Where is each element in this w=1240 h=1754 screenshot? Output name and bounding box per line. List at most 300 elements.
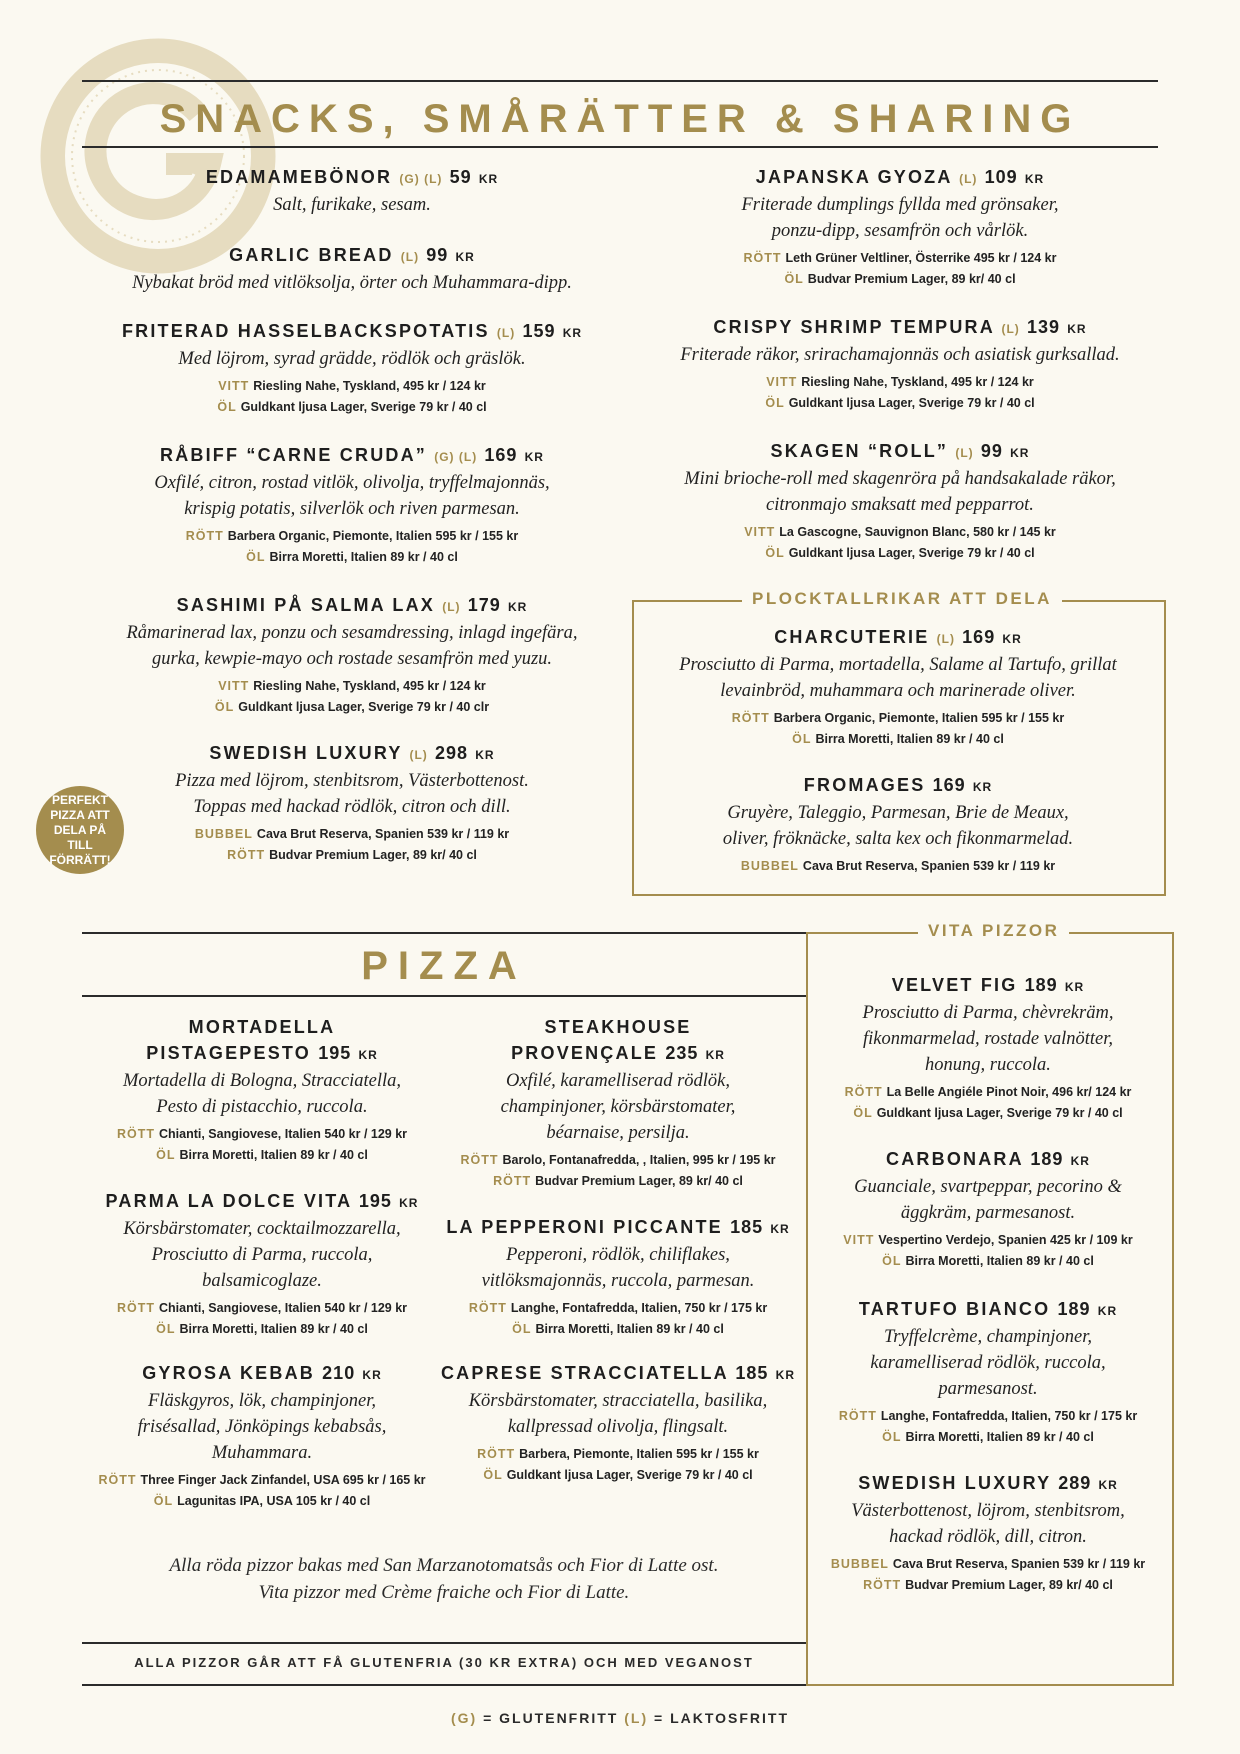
item-description: Oxfilé, citron, rostad vitlök, olivolja, tryffelmajonnäs, xyxy=(154,473,550,493)
item-description: parmesanost. xyxy=(938,1379,1038,1399)
pairing-text: Three Finger Jack Zinfandel, USA 695 kr / 165 kr xyxy=(140,1473,426,1487)
pairings xyxy=(640,708,1156,750)
gluten-note: ALLA PIZZOR GÅR ATT FÅ GLUTENFRIA (30 KR EXTRA) OCH MED VEGANOST xyxy=(134,1655,754,1670)
item-price: 298 xyxy=(434,743,469,763)
pairing-type: ÖL xyxy=(882,1430,902,1444)
pairing-type: BUBBEL xyxy=(740,859,799,873)
item-price: 99 xyxy=(980,441,1003,461)
diet-tags: (L) xyxy=(496,326,516,340)
item-name-row xyxy=(82,1014,442,1040)
pairing-text: Budvar Premium Lager, 89 kr/ 40 cl xyxy=(269,848,477,862)
diet-tags: (L) xyxy=(409,748,428,762)
price-currency: KR xyxy=(1070,1154,1090,1168)
item-description: Gruyère, Taleggio, Parmesan, Brie de Meaux, xyxy=(727,803,1069,823)
pairing-type: ÖL xyxy=(853,1106,873,1120)
pairing-type: ÖL xyxy=(217,400,237,414)
item-description: honung, ruccola. xyxy=(925,1055,1051,1075)
pairing-row xyxy=(812,1427,1164,1448)
pairing-text: Lagunitas IPA, USA 105 kr / 40 cl xyxy=(177,1494,371,1508)
item-name-row xyxy=(640,624,1156,652)
item-price: 189 xyxy=(1057,1299,1091,1319)
pizza-note: Alla röda pizzor bakas med San Marzanotomatsås och Fior di Latte ost. Vita pizzor med Crème fraiche och Fior di Latte. xyxy=(169,1555,719,1603)
item-description: Körsbärstomater, stracciatella, basilika, xyxy=(468,1391,768,1411)
menu-item xyxy=(82,592,622,718)
pairings xyxy=(812,1406,1164,1448)
pairings xyxy=(640,522,1160,564)
item-description: Västerbottenost, löjrom, stenbitsrom, xyxy=(851,1501,1125,1521)
item-name-row xyxy=(82,1360,442,1388)
snacks-bottom-rule xyxy=(82,146,1158,148)
menu-item xyxy=(640,624,1156,750)
item-description: Friterade dumplings fyllda med grönsaker, xyxy=(741,195,1059,215)
pairing-row xyxy=(82,526,622,547)
pairing-text: Guldkant ljusa Lager, Sverige 79 kr / 40 cl xyxy=(506,1468,753,1482)
item-name-row xyxy=(438,1214,798,1242)
pairing-type: ÖL xyxy=(214,700,235,714)
item-description: Råmarinerad lax, ponzu och sesamdressing, inlagd ingefära, xyxy=(126,623,578,643)
pairing-type: RÖTT xyxy=(227,848,266,862)
diet-tags: (L) xyxy=(936,632,955,646)
menu-item xyxy=(640,438,1160,564)
pairing-row xyxy=(640,729,1156,750)
pairing-row xyxy=(82,1298,442,1319)
pairings xyxy=(640,372,1160,414)
pairing-type: RÖTT xyxy=(116,1301,155,1315)
legend-l-text: = LAKTOSFRITT xyxy=(654,1710,790,1726)
price-currency: KR xyxy=(562,326,583,340)
pairing-row xyxy=(640,393,1160,414)
item-name-row xyxy=(640,772,1156,800)
pairing-type: RÖTT xyxy=(477,1447,516,1461)
pairing-text: Barbera, Piemonte, Italien 595 kr / 155 kr xyxy=(519,1447,759,1461)
item-price: 59 xyxy=(449,167,472,187)
menu-item xyxy=(82,442,622,568)
item-name-row xyxy=(82,442,622,470)
price-currency: KR xyxy=(1097,1304,1118,1318)
pairing-type: ÖL xyxy=(765,396,785,410)
item-price: 109 xyxy=(984,167,1018,187)
item-price: 169 xyxy=(932,775,966,795)
pairing-type: RÖTT xyxy=(460,1153,499,1167)
pairings xyxy=(438,1150,798,1192)
item-name: GYROSA KEBAB xyxy=(142,1363,315,1383)
menu-item xyxy=(82,164,622,218)
menu-item xyxy=(812,1296,1164,1448)
menu-item xyxy=(812,1470,1164,1596)
menu-item xyxy=(82,242,622,296)
pairings xyxy=(82,676,622,718)
price-currency: KR xyxy=(478,172,499,186)
pairing-row xyxy=(640,372,1160,393)
pizza-title: PIZZA xyxy=(361,944,527,988)
item-description: Nybakat bröd med vitlöksolja, örter och Muhammara-dipp. xyxy=(132,273,572,293)
pairing-type: ÖL xyxy=(483,1468,503,1482)
item-name: CAPRESE STRACCIATELLA xyxy=(440,1363,729,1383)
menu-item xyxy=(82,1014,442,1166)
pairing-text: Birra Moretti, Italien 89 kr / 40 cl xyxy=(179,1148,368,1162)
pairing-row xyxy=(82,1124,442,1145)
menu-item xyxy=(82,318,622,418)
allergen-legend xyxy=(0,1710,1240,1726)
pairing-type: VITT xyxy=(843,1233,875,1247)
menu-item xyxy=(640,772,1156,877)
vita-title: VITA PIZZOR xyxy=(918,921,1069,941)
pairing-text: Leth Grüner Veltliner, Österrike 495 kr / 124 kr xyxy=(785,251,1057,265)
item-name-row xyxy=(640,438,1160,466)
pairing-text: Riesling Nahe, Tyskland, 495 kr / 124 kr xyxy=(253,679,486,693)
pairing-text: Budvar Premium Lager, 89 kr/ 40 cl xyxy=(905,1578,1113,1592)
item-description: Prosciutto di Parma, chèvrekräm, xyxy=(862,1003,1114,1023)
pairing-text: Cava Brut Reserva, Spanien 539 kr / 119 kr xyxy=(256,827,510,841)
price-currency: KR xyxy=(1067,322,1087,336)
pairing-type: ÖL xyxy=(156,1322,176,1336)
pairing-text: Cava Brut Reserva, Spanien 539 kr / 119 kr xyxy=(892,1557,1146,1571)
pairing-text: Guldkant ljusa Lager, Sverige 79 kr / 40 clr xyxy=(238,700,490,714)
diet-tags: (L) xyxy=(442,600,461,614)
item-price: 189 xyxy=(1030,1149,1064,1169)
pairing-text: Guldkant ljusa Lager, Sverige 79 kr / 40 cl xyxy=(788,546,1035,560)
item-name: PROVENÇALE xyxy=(511,1043,659,1063)
item-description: frisésallad, Jönköpings kebabsås, xyxy=(137,1417,387,1437)
item-name-row xyxy=(82,592,622,620)
menu-item xyxy=(812,1146,1164,1272)
pairing-text: Birra Moretti, Italien 89 kr / 40 cl xyxy=(535,1322,724,1336)
pairing-row xyxy=(640,543,1160,564)
price-currency: KR xyxy=(475,748,495,762)
pairing-text: Guldkant ljusa Lager, Sverige 79 kr / 40 cl xyxy=(876,1106,1123,1120)
pizza-bottom-rule xyxy=(82,995,806,997)
pairing-type: BUBBEL xyxy=(194,827,253,841)
pairing-row xyxy=(438,1319,798,1340)
item-name: CRISPY SHRIMP TEMPURA xyxy=(713,317,995,337)
pairing-text: Birra Moretti, Italien 89 kr / 40 cl xyxy=(269,550,458,564)
price-currency: KR xyxy=(1064,980,1085,994)
item-description: Pesto di pistacchio, ruccola. xyxy=(156,1097,368,1117)
pairing-type: ÖL xyxy=(784,272,804,286)
diet-tags: (L) xyxy=(1001,322,1020,336)
price-currency: KR xyxy=(972,780,993,794)
perfect-pizza-badge: PERFEKT PIZZA ATT DELA PÅ TILL FÖRRÄTT! xyxy=(36,786,124,874)
pairing-type: ÖL xyxy=(765,546,785,560)
item-description: champinjoner, körsbärstomater, xyxy=(500,1097,736,1117)
pairing-text: Guldkant ljusa Lager, Sverige 79 kr / 40 cl xyxy=(788,396,1035,410)
item-price: 195 xyxy=(358,1191,392,1211)
pairing-row xyxy=(438,1298,798,1319)
item-description: Guanciale, svartpeppar, pecorino & xyxy=(854,1177,1122,1197)
item-name-row xyxy=(82,242,622,270)
pairing-text: Barbera Organic, Piemonte, Italien 595 kr / 155 kr xyxy=(773,711,1065,725)
item-name-row xyxy=(812,1296,1164,1324)
item-name-row xyxy=(812,1146,1164,1174)
pairing-text: Langhe, Fontafredda, Italien, 750 kr / 175 kr xyxy=(510,1301,768,1315)
item-name: JAPANSKA GYOZA xyxy=(755,167,952,187)
pairing-type: ÖL xyxy=(153,1494,174,1508)
item-description: Pizza med löjrom, stenbitsrom, Västerbottenost. xyxy=(175,771,529,791)
gluten-note-bottom-rule xyxy=(82,1684,806,1686)
item-name-row xyxy=(438,1014,798,1040)
price-currency: KR xyxy=(1098,1478,1118,1492)
item-price: 185 xyxy=(735,1363,769,1383)
item-name: GARLIC BREAD xyxy=(229,245,394,265)
item-name: VELVET FIG xyxy=(891,975,1018,995)
guldkant-logo-watermark xyxy=(38,36,278,276)
snacks-top-rule xyxy=(82,80,1158,82)
item-name: SKAGEN “ROLL” xyxy=(770,441,949,461)
item-price: 195 xyxy=(318,1043,352,1063)
item-description: Tryffelcrème, champinjoner, xyxy=(883,1327,1093,1347)
item-name: RÅBIFF “CARNE CRUDA” xyxy=(160,445,427,465)
item-name: SWEDISH LUXURY xyxy=(209,743,403,763)
item-description: Prosciutto di Parma, mortadella, Salame al Tartufo, grillat xyxy=(679,655,1117,675)
pairing-type: RÖTT xyxy=(838,1409,877,1423)
pairing-type: VITT xyxy=(218,379,250,393)
item-description: Körsbärstomater, cocktailmozzarella, xyxy=(123,1219,401,1239)
pairing-text: Budvar Premium Lager, 89 kr/ 40 cl xyxy=(807,272,1016,286)
pairing-type: ÖL xyxy=(792,732,812,746)
item-description: balsamicoglaze. xyxy=(202,1271,322,1291)
pairing-text: Riesling Nahe, Tyskland, 495 kr / 124 kr xyxy=(253,379,486,393)
item-name-row xyxy=(82,1188,442,1216)
pairing-text: Birra Moretti, Italien 89 kr / 40 cl xyxy=(905,1430,1094,1444)
item-name-row xyxy=(82,1040,442,1068)
pairing-type: RÖTT xyxy=(743,251,782,265)
item-description: ponzu-dipp, sesamfrön och vårlök. xyxy=(771,221,1029,241)
item-name-row xyxy=(82,164,622,192)
item-price: 189 xyxy=(1024,975,1058,995)
item-name-row xyxy=(82,318,622,346)
item-price: 179 xyxy=(467,595,501,615)
item-price: 159 xyxy=(522,321,556,341)
menu-item xyxy=(82,740,622,866)
item-description: béarnaise, persilja. xyxy=(546,1123,690,1143)
pairing-row xyxy=(82,845,622,866)
pairings xyxy=(82,376,622,418)
pairing-type: VITT xyxy=(744,525,776,539)
pairing-row xyxy=(812,1230,1164,1251)
item-description: Friterade räkor, srirachamajonnäs och asiatisk gurksallad. xyxy=(680,345,1120,365)
item-description: Mini brioche-roll med skagenröra på handsakalade räkor, xyxy=(684,469,1116,489)
price-currency: KR xyxy=(399,1196,419,1210)
pairing-row xyxy=(82,1470,442,1491)
pairing-type: RÖTT xyxy=(493,1174,532,1188)
item-description: Fläskgyros, lök, champinjoner, xyxy=(148,1391,376,1411)
pairing-row xyxy=(812,1575,1164,1596)
pairing-text: Budvar Premium Lager, 89 kr/ 40 cl xyxy=(535,1174,743,1188)
item-name: MORTADELLA xyxy=(188,1017,336,1037)
pairings xyxy=(812,1554,1164,1596)
legend-l-tag: (L) xyxy=(624,1710,649,1726)
pairing-type: BUBBEL xyxy=(830,1557,889,1571)
item-description: äggkräm, parmesanost. xyxy=(900,1203,1076,1223)
pairing-row xyxy=(640,856,1156,877)
price-currency: KR xyxy=(455,250,475,264)
pairing-row xyxy=(812,1082,1164,1103)
snacks-title: SNACKS, SMÅRÄTTER & SHARING xyxy=(159,97,1081,141)
price-currency: KR xyxy=(1010,446,1030,460)
item-price: 235 xyxy=(665,1043,699,1063)
item-name: PISTAGEPESTO xyxy=(146,1043,311,1063)
price-currency: KR xyxy=(1024,172,1045,186)
price-currency: KR xyxy=(770,1222,790,1236)
diet-tags: (L) xyxy=(955,446,974,460)
item-description: Oxfilé, karamelliserad rödlök, xyxy=(505,1071,730,1091)
item-description: oliver, fröknäcke, salta kex och fikonmarmelad. xyxy=(722,829,1074,849)
item-description: gurka, kewpie-mayo och rostade sesamfrön med yuzu. xyxy=(151,649,553,669)
item-price: 210 xyxy=(322,1363,356,1383)
item-price: 99 xyxy=(426,245,449,265)
pairing-type: RÖTT xyxy=(468,1301,507,1315)
item-name: FRITERAD HASSELBACKSPOTATIS xyxy=(121,321,490,341)
item-name-row xyxy=(640,314,1160,342)
item-name: CARBONARA xyxy=(886,1149,1024,1169)
item-name: LA PEPPERONI PICCANTE xyxy=(446,1217,723,1237)
pairings xyxy=(812,1082,1164,1124)
item-name: SWEDISH LUXURY xyxy=(858,1473,1052,1493)
pairings xyxy=(640,856,1156,877)
pairing-row xyxy=(82,824,622,845)
pairings xyxy=(82,1470,442,1512)
price-currency: KR xyxy=(362,1368,382,1382)
pairing-text: Birra Moretti, Italien 89 kr / 40 cl xyxy=(905,1254,1094,1268)
pairing-type: RÖTT xyxy=(98,1473,137,1487)
pairings xyxy=(82,526,622,568)
item-name: FROMAGES xyxy=(803,775,926,795)
pairings xyxy=(438,1298,798,1340)
pairing-row xyxy=(640,708,1156,729)
pairing-type: ÖL xyxy=(512,1322,532,1336)
item-description: kallpressad olivolja, flingsalt. xyxy=(507,1417,729,1437)
menu-item xyxy=(438,1360,798,1486)
item-description: Prosciutto di Parma, ruccola, xyxy=(151,1245,373,1265)
pairing-row xyxy=(82,1145,442,1166)
pairing-type: RÖTT xyxy=(116,1127,155,1141)
pairing-text: Chianti, Sangiovese, Italien 540 kr / 129 kr xyxy=(159,1127,408,1141)
item-name: SASHIMI PÅ SALMA LAX xyxy=(176,595,435,615)
item-description: hackad rödlök, dill, citron. xyxy=(889,1527,1087,1547)
pairing-row xyxy=(812,1406,1164,1427)
pairing-row xyxy=(82,397,622,418)
plock-title: PLOCKTALLRIKAR ATT DELA xyxy=(742,589,1062,609)
item-price: 289 xyxy=(1058,1473,1092,1493)
diet-tags: (G) (L) xyxy=(434,450,478,464)
pairing-row xyxy=(82,1319,442,1340)
pairing-type: RÖTT xyxy=(731,711,770,725)
pairing-type: RÖTT xyxy=(185,529,224,543)
pairings xyxy=(82,824,622,866)
pairing-text: Cava Brut Reserva, Spanien 539 kr / 119 kr xyxy=(802,859,1056,873)
pairing-row xyxy=(82,1491,442,1512)
item-name-row xyxy=(438,1360,798,1388)
pairing-text: Birra Moretti, Italien 89 kr / 40 cl xyxy=(815,732,1004,746)
pairings xyxy=(640,248,1160,290)
pairing-type: ÖL xyxy=(246,550,266,564)
pairing-text: Birra Moretti, Italien 89 kr / 40 cl xyxy=(179,1322,368,1336)
pairings xyxy=(82,1298,442,1340)
diet-tags: (G) (L) xyxy=(399,172,443,186)
pairing-type: ÖL xyxy=(882,1254,902,1268)
item-description: Salt, furikake, sesam. xyxy=(273,195,431,215)
item-name: CHARCUTERIE xyxy=(774,627,930,647)
legend-g-text: = GLUTENFRITT xyxy=(483,1710,619,1726)
pairing-row xyxy=(640,522,1160,543)
item-description: Med löjrom, syrad grädde, rödlök och gräslök. xyxy=(178,349,526,369)
item-name-row xyxy=(438,1040,798,1068)
item-name-row xyxy=(82,740,622,768)
pairing-row xyxy=(82,676,622,697)
gluten-note-top-rule xyxy=(82,1642,806,1644)
pairing-text: Barbera Organic, Piemonte, Italien 595 kr / 155 kr xyxy=(227,529,519,543)
pairing-type: RÖTT xyxy=(863,1578,902,1592)
pairing-row xyxy=(812,1103,1164,1124)
menu-item xyxy=(640,314,1160,414)
item-description: Muhammara. xyxy=(211,1443,313,1463)
pairing-type: VITT xyxy=(218,679,250,693)
pairing-text: Guldkant ljusa Lager, Sverige 79 kr / 40 cl xyxy=(240,400,487,414)
pairings xyxy=(82,1124,442,1166)
menu-item xyxy=(640,164,1160,290)
item-description: karamelliserad rödlök, ruccola, xyxy=(870,1353,1106,1373)
item-name-row xyxy=(812,1470,1164,1498)
item-description: vitlöksmajonnäs, ruccola, parmesan. xyxy=(481,1271,755,1291)
item-name: EDAMAMEBÖNOR xyxy=(205,167,393,187)
pairing-text: Langhe, Fontafredda, Italien, 750 kr / 175 kr xyxy=(880,1409,1138,1423)
item-price: 169 xyxy=(484,445,518,465)
pairing-row xyxy=(812,1554,1164,1575)
price-currency: KR xyxy=(358,1048,378,1062)
legend-g-tag: (G) xyxy=(450,1710,478,1726)
price-currency: KR xyxy=(507,600,528,614)
price-currency: KR xyxy=(705,1048,725,1062)
item-description: Pepperoni, rödlök, chiliflakes, xyxy=(506,1245,730,1265)
pairing-row xyxy=(438,1171,798,1192)
item-description: Toppas med hackad rödlök, citron och dill. xyxy=(193,797,511,817)
menu-item xyxy=(82,1188,442,1340)
price-currency: KR xyxy=(775,1368,795,1382)
pairing-text: Chianti, Sangiovese, Italien 540 kr / 129 kr xyxy=(159,1301,408,1315)
pairings xyxy=(438,1444,798,1486)
pairing-type: RÖTT xyxy=(844,1085,883,1099)
pairing-text: Vespertino Verdejo, Spanien 425 kr / 109 kr xyxy=(878,1233,1133,1247)
item-description: Mortadella di Bologna, Stracciatella, xyxy=(123,1071,401,1091)
pairing-row xyxy=(438,1150,798,1171)
pairings xyxy=(812,1230,1164,1272)
pairing-row xyxy=(82,697,622,718)
diet-tags: (L) xyxy=(959,172,978,186)
menu-item xyxy=(82,1360,442,1512)
pairing-type: ÖL xyxy=(156,1148,176,1162)
item-name: STEAKHOUSE xyxy=(544,1017,692,1037)
pizza-top-rule xyxy=(82,932,806,934)
pairing-type: VITT xyxy=(766,375,798,389)
pairing-row xyxy=(438,1444,798,1465)
item-name: TARTUFO BIANCO xyxy=(858,1299,1051,1319)
menu-item xyxy=(438,1014,798,1192)
item-name: PARMA LA DOLCE VITA xyxy=(105,1191,352,1211)
pairing-row xyxy=(640,269,1160,290)
item-name-row xyxy=(640,164,1160,192)
pairing-row xyxy=(82,547,622,568)
item-name-row xyxy=(812,972,1164,1000)
price-currency: KR xyxy=(524,450,544,464)
item-description: krispig potatis, silverlök och riven parmesan. xyxy=(184,499,520,519)
item-price: 169 xyxy=(962,627,996,647)
menu-item xyxy=(438,1214,798,1340)
price-currency: KR xyxy=(1002,632,1022,646)
item-price: 185 xyxy=(730,1217,764,1237)
pairing-text: La Belle Angiéle Pinot Noir, 496 kr/ 124 kr xyxy=(886,1085,1132,1099)
pairing-row xyxy=(438,1465,798,1486)
item-description: fikonmarmelad, rostade valnötter, xyxy=(862,1029,1114,1049)
